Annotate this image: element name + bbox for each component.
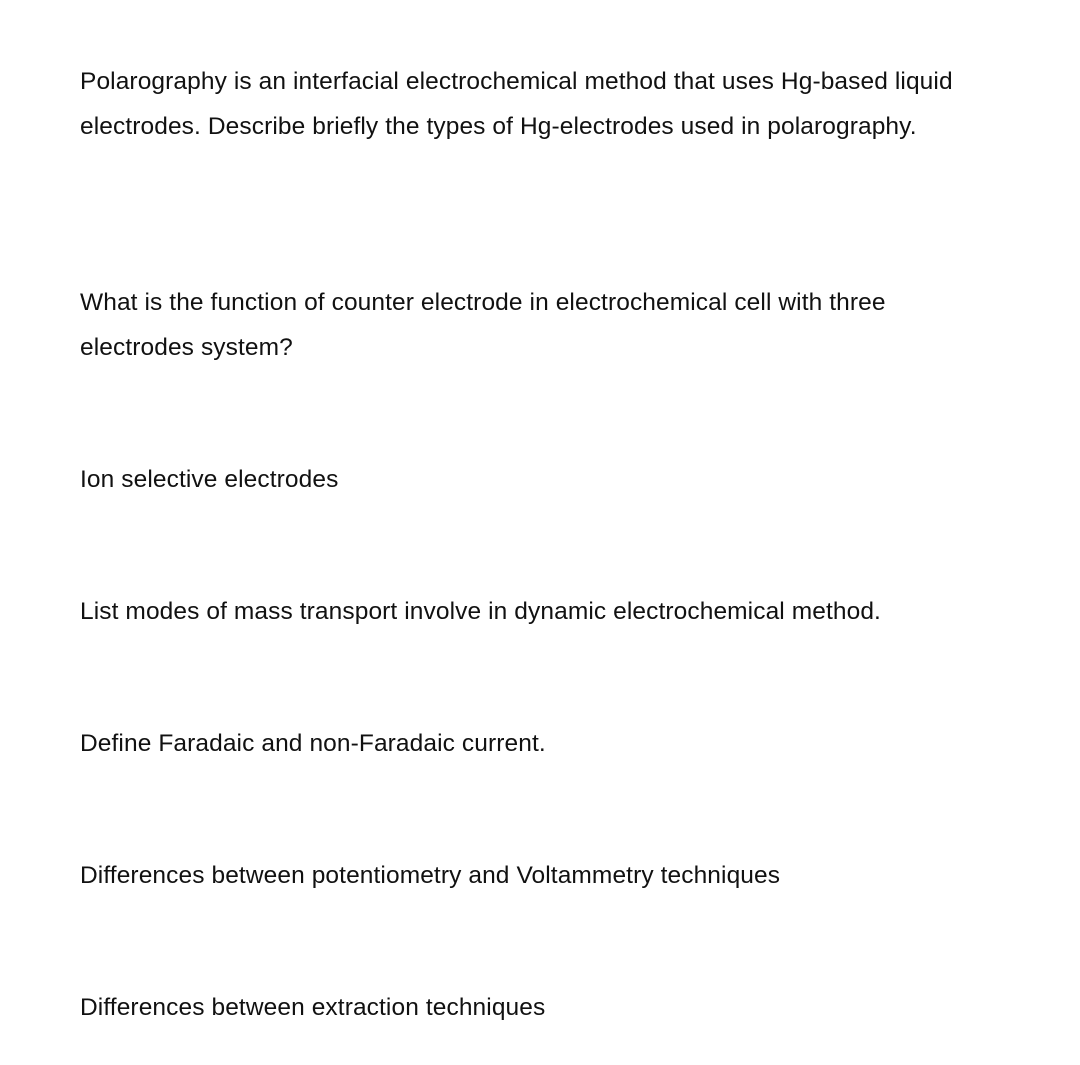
question-extraction-techniques: Differences between extraction techniques <box>80 994 546 1021</box>
question-faradaic-current: Define Faradaic and non-Faradaic current. <box>80 730 546 757</box>
question-mass-transport: List modes of mass transport involve in dynamic electrochemical method. <box>80 598 881 625</box>
question-ion-selective-electrodes: Ion selective electrodes <box>80 466 339 493</box>
question-counter-electrode: What is the function of counter electrode in electrochemical cell with three electrodes system? <box>80 289 886 361</box>
question-potentiometry-voltammetry: Differences between potentiometry and Voltammetry techniques <box>80 862 781 889</box>
question-hg-electrodes: Polarography is an interfacial electrochemical method that uses Hg-based liquid electrodes. Describe briefly the types of Hg-electrodes used in polarography. <box>80 68 953 140</box>
